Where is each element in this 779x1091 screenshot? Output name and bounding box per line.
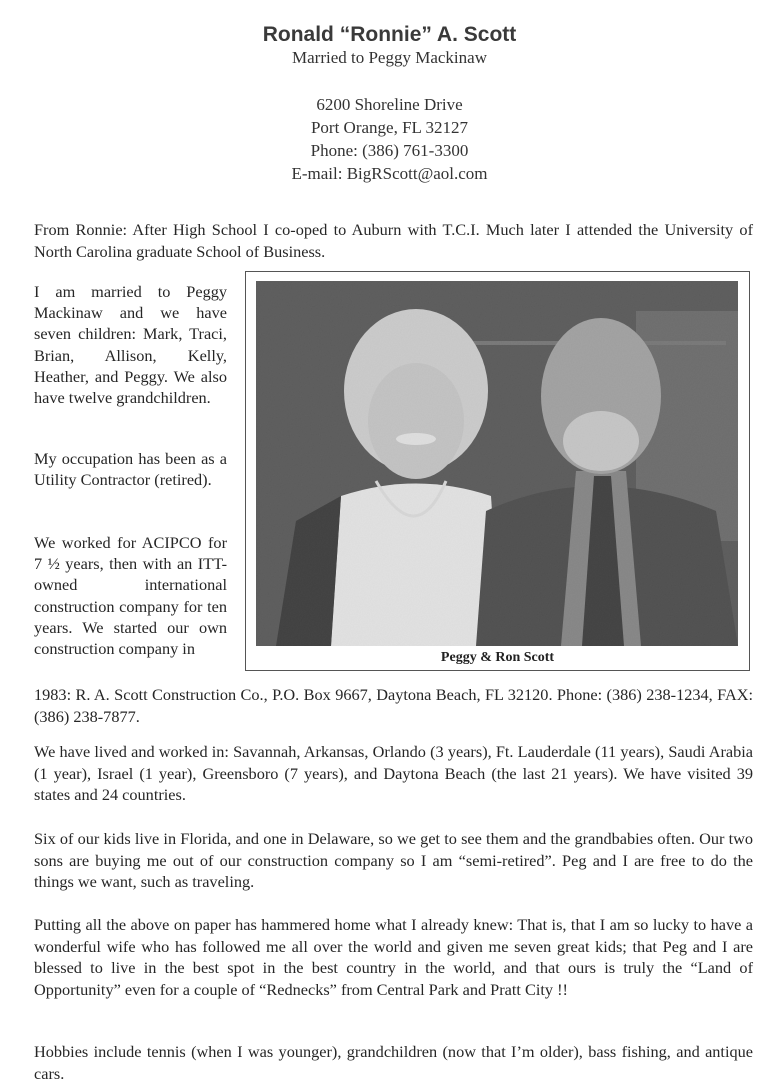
contact-address xyxy=(0,93,779,185)
paragraph-reflection: Putting all the above on paper has hammered home what I already knew: That is, that I am so lucky to have a wonderful wife who has followed me all over the world and given me seven great kids; that Peg and I are blessed to live in the best spot in the best country in the world, and that ours is truly the “Land of Opportunity” even for a couple of “Rednecks” from Central Park and Pratt City !! xyxy=(34,915,753,999)
photo-caption: Peggy & Ron Scott xyxy=(440,650,555,665)
paragraph-occupation: My occupation has been as a Utility Contractor (retired). xyxy=(34,449,227,490)
document-header xyxy=(0,22,779,185)
address-street: 6200 Shoreline Drive xyxy=(316,95,463,114)
address-phone: Phone: (386) 761-3300 xyxy=(310,141,469,160)
paragraph-family: I am married to Peggy Mackinaw and we have seven children: Mark, Traci, Brian, Allison, Kelly, Heather, and Peggy. We also have twelve grandchildren. xyxy=(34,282,227,408)
paragraph-places-lived: We have lived and worked in: Savannah, Arkansas, Orlando (3 years), Ft. Lauderdale (11 years), Saudi Arabia (1 year), Israel (1 year), Greensboro (7 years), and Daytona Beach (the last 21 years). We have visited 39 states and 24 countries. xyxy=(34,742,753,804)
paragraph-family-florida: Six of our kids live in Florida, and one in Delaware, so we get to see them and the grandbabies often. Our two sons are buying me out of our construction company so I am “semi-retired”. Peg and I are free to do the things we want, such as traveling. xyxy=(34,829,753,891)
page-subtitle: Married to Peggy Mackinaw xyxy=(292,48,487,67)
paragraph-work-history: We worked for ACIPCO for 7 ½ years, then with an ITT-owned international construction company for ten years. We started our own construction company in xyxy=(34,533,227,659)
address-city: Port Orange, FL 32127 xyxy=(310,118,469,137)
paragraph-company: 1983: R. A. Scott Construction Co., P.O. Box 9667, Daytona Beach, FL 32120. Phone: (386) 238-1234, FAX: (386) 238-7877. xyxy=(34,685,753,726)
couple-photo xyxy=(256,281,738,646)
photo-frame xyxy=(245,271,750,671)
paragraph-education: From Ronnie: After High School I co-oped to Auburn with T.C.I. Much later I attended the University of North Carolina graduate School of Business. xyxy=(34,220,753,261)
paragraph-hobbies: Hobbies include tennis (when I was younger), grandchildren (now that I’m older), bass fishing, and antique cars. xyxy=(34,1042,753,1083)
photo-illustration xyxy=(256,281,738,646)
address-email: E-mail: BigRScott@aol.com xyxy=(291,164,488,183)
page-title: Ronald “Ronnie” A. Scott xyxy=(262,23,517,46)
